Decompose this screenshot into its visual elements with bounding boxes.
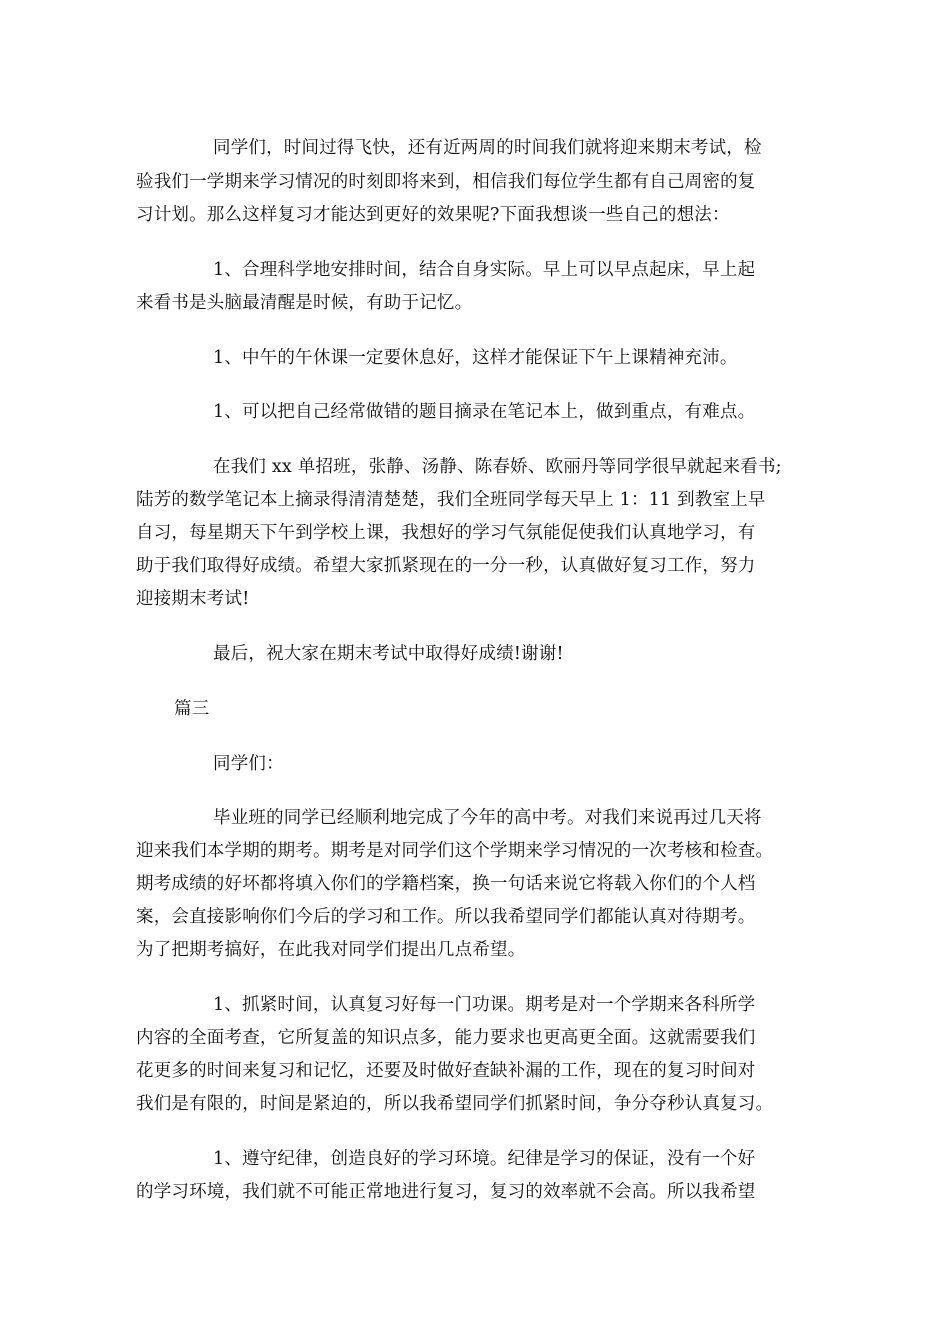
text-line: 迎来我们本学期的期考。期考是对同学们这个学期来学习情况的一次考核和检查。: [136, 841, 774, 861]
text-line: 自习，每星期天下午到学校上课，我想好的学习气氛能促使我们认真地学习，有: [136, 523, 756, 543]
text-line: 毕业班的同学已经顺利地完成了今年的高中考。对我们来说再过几天将: [213, 808, 762, 828]
text-line: 在我们 xx 单招班，张静、汤静、陈春娇、欧丽丹等同学很早就起来看书;: [213, 457, 782, 477]
text-line: 内容的全面考查，它所复盖的知识点多，能力要求也更高更全面。这就需要我们: [136, 1028, 756, 1048]
text-line: 我们是有限的，时间是紧迫的，所以我希望同学们抓紧时间，争分夺秒认真复习。: [136, 1094, 774, 1114]
text-line: 案，会直接影响你们今后的学习和工作。所以我希望同学们都能认真对待期考。: [136, 907, 756, 927]
text-line: 习计划。那么这样复习才能达到更好的效果呢?下面我想谈一些自己的想法：: [136, 205, 730, 225]
text-line: 陆芳的数学笔记本上摘录得清清楚楚，我们全班同学每天早上 1：11 到教室上早: [136, 490, 766, 510]
text-line: 为了把期考搞好，在此我对同学们提出几点希望。: [136, 940, 526, 960]
text-line: 最后，祝大家在期末考试中取得好成绩!谢谢!: [213, 644, 564, 664]
section-heading: 篇三: [174, 699, 210, 719]
text-line: 迎接期末考试!: [136, 589, 250, 609]
text-line: 的学习环境，我们就不可能正常地进行复习，复习的效率就不会高。所以我希望: [136, 1182, 756, 1202]
text-line: 1、抓紧时间，认真复习好每一门功课。期考是对一个学期来各科所学: [213, 995, 756, 1015]
text-line: 同学们，时间过得飞快，还有近两周的时间我们就将迎来期末考试，检: [213, 138, 762, 158]
text-line: 1、合理科学地安排时间，结合自身实际。早上可以早点起床，早上起: [213, 260, 756, 280]
text-line: 同学们：: [213, 754, 284, 774]
text-line: 来看书是头脑最清醒是时候，有助于记忆。: [136, 293, 473, 313]
text-line: 1、中午的午休课一定要休息好，这样才能保证下午上课精神充沛。: [213, 348, 738, 368]
text-line: 1、遵守纪律，创造良好的学习环境。纪律是学习的保证，没有一个好: [213, 1149, 756, 1169]
text-line: 助于我们取得好成绩。希望大家抓紧现在的一分一秒，认真做好复习工作，努力: [136, 556, 756, 576]
text-line: 验我们一学期来学习情况的时刻即将来到，相信我们每位学生都有自己周密的复: [136, 172, 756, 192]
text-line: 花更多的时间来复习和记忆，还要及时做好查缺补漏的工作，现在的复习时间对: [136, 1061, 756, 1081]
text-line: 1、可以把自己经常做错的题目摘录在笔记本上，做到重点，有难点。: [213, 402, 756, 422]
text-line: 期考成绩的好坏都将填入你们的学籍档案，换一句话来说它将载入你们的个人档: [136, 874, 756, 894]
